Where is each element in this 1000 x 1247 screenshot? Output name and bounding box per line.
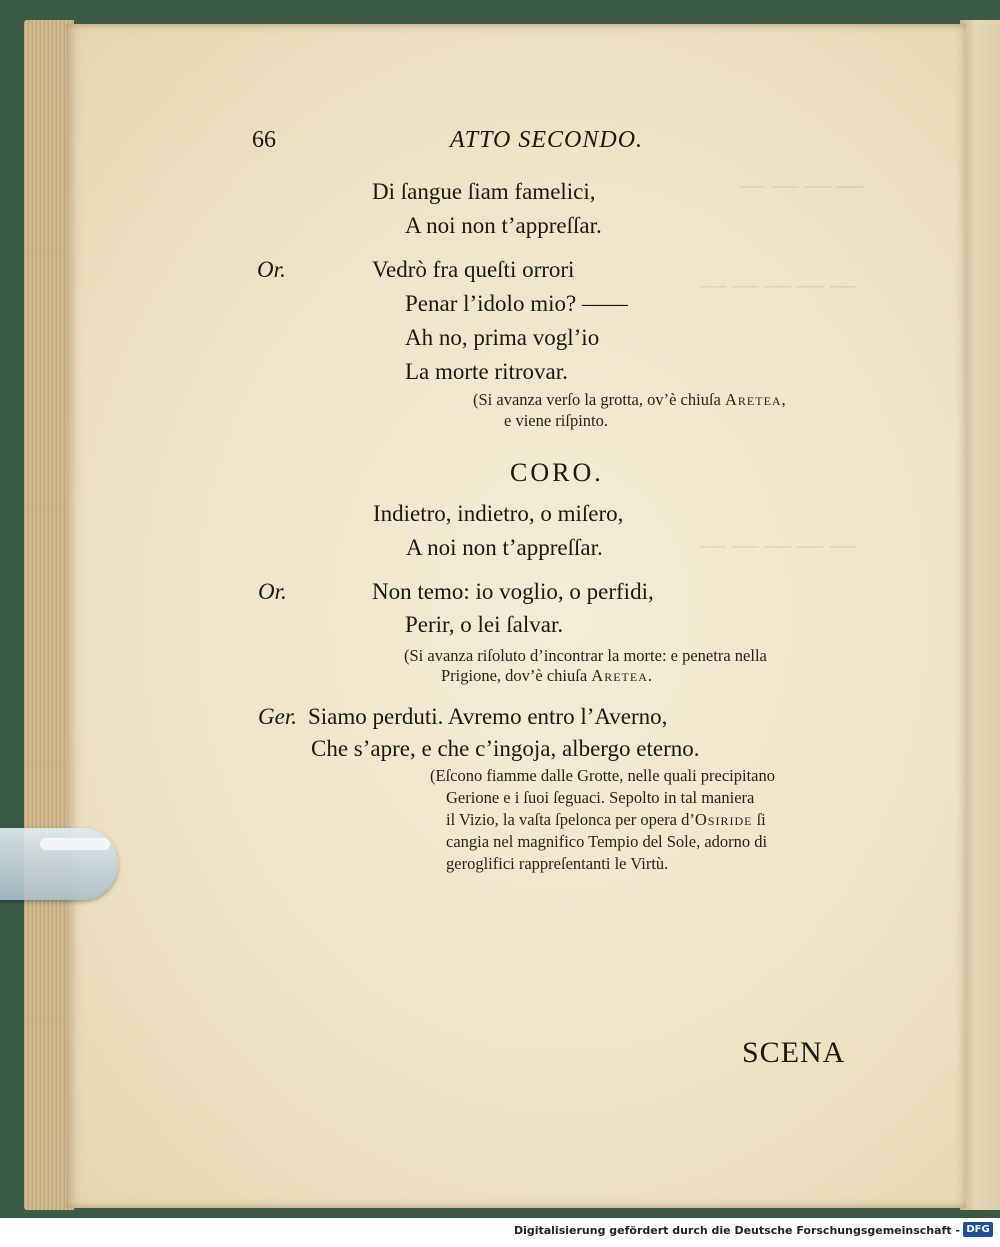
verse-line: Ah no, prima vogl’io	[405, 325, 600, 350]
stage-direction: geroglifici rappreſentanti le Virtù.	[446, 854, 669, 873]
verse-line: Che s’apre, e che c’ingoja, albergo eterno.	[311, 736, 700, 761]
stage-direction: (Si avanza riſoluto d’incontrar la morte: e penetra nella	[404, 646, 767, 665]
verse-line: Vedrò fra queſti orrori	[372, 257, 575, 282]
stage-direction	[441, 668, 653, 685]
stage-direction	[473, 392, 787, 409]
character-name: Aretea,	[724, 390, 787, 409]
catchword: SCENA	[742, 1036, 846, 1069]
verse-line: A noi non t’appreſſar.	[406, 535, 603, 560]
stage-direction-text: Prigione, dov’è chiuſa	[441, 666, 592, 685]
speaker-label: Or.	[258, 579, 287, 604]
stage-direction: e viene riſpinto.	[504, 411, 609, 430]
verse-line: Di ſangue ſiam famelici,	[372, 179, 596, 204]
verse-line: Indietro, indietro, o miſero,	[373, 501, 624, 526]
speaker-label: Or.	[257, 257, 286, 282]
character-name: Osiride	[694, 810, 753, 829]
stage-direction-text: il Vizio, la vaſta ſpelonca per opera d’	[446, 810, 695, 829]
dfg-logo-icon: DFG	[963, 1222, 993, 1237]
stage-direction: cangia nel magnifico Tempio del Sole, adorno di	[446, 832, 768, 851]
book-clip-highlight	[40, 838, 110, 850]
page-number: 66	[252, 127, 276, 153]
verse-line: Siamo perduti. Avremo entro l’Averno,	[308, 704, 668, 729]
stage-direction-text: (Si avanza verſo la grotta, ov’è chiuſa	[473, 390, 725, 409]
stage-direction: Gerione e i ſuoi ſeguaci. Sepolto in tal maniera	[446, 788, 755, 807]
character-name: Aretea.	[591, 666, 653, 685]
verse-line: Perir, o lei ſalvar.	[405, 612, 564, 637]
verse-line: Penar l’idolo mio? ——	[405, 291, 628, 316]
chorus-heading: CORO.	[510, 458, 604, 487]
facing-page-edge	[960, 20, 1000, 1210]
stage-direction-text: ſi	[752, 810, 766, 829]
funding-credit: Digitalisierung gefördert durch die Deutsche Forschungsgemeinschaft -	[513, 1224, 960, 1237]
stage-direction: (Eſcono fiamme dalle Grotte, nelle quali precipitano	[430, 766, 775, 785]
running-title: ATTO SECONDO.	[450, 127, 644, 153]
verse-line: A noi non t’appreſſar.	[405, 213, 602, 238]
stage-direction	[446, 812, 766, 829]
speaker-label: Ger.	[258, 704, 297, 729]
verse-line: Non temo: io voglio, o perfidi,	[372, 579, 654, 604]
verse-line: La morte ritrovar.	[405, 359, 568, 384]
